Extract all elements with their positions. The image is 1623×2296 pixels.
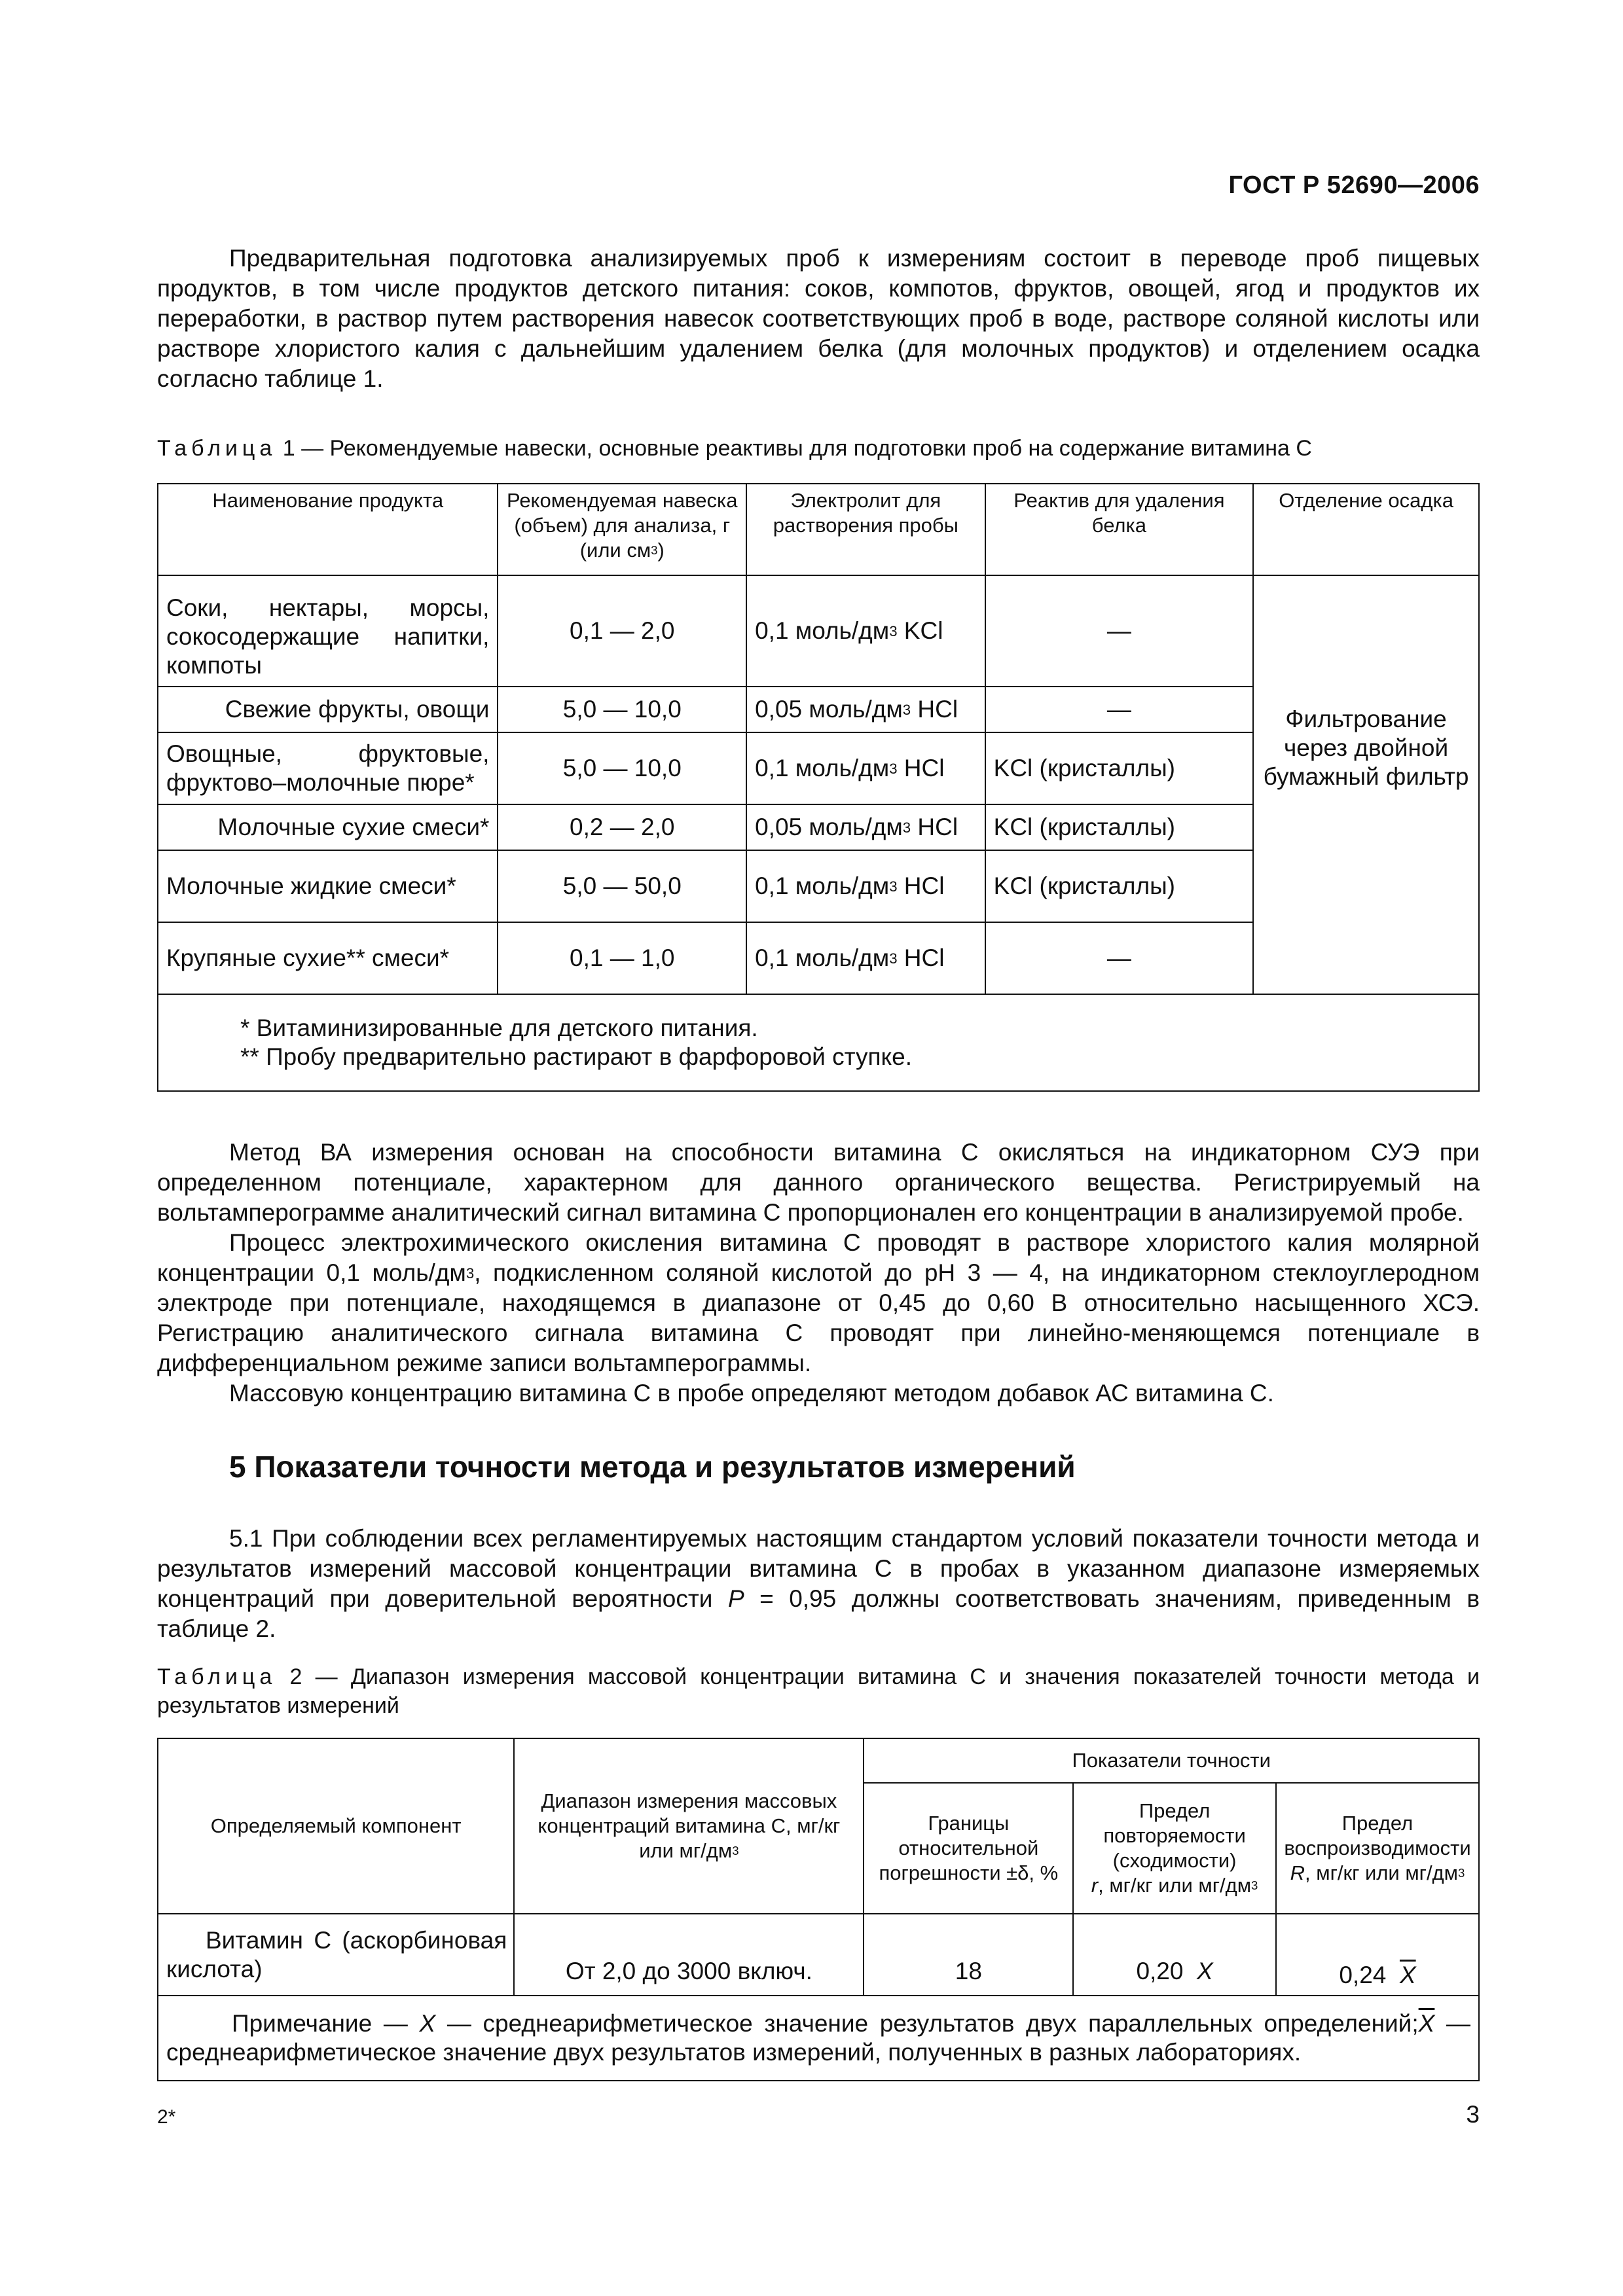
product-cell: Соки, нектары, морсы, сокосодержащие напитки, компоты	[158, 575, 498, 687]
method-paragraph-3: Массовую концентрацию витамина С в пробе определяют методом добавок АС витамина С.	[229, 1380, 1274, 1407]
table2-caption-text: 2 — Диапазон измерения массовой концентрации витамина С и значения показателей точности метода и результатов измерений	[157, 1664, 1480, 1718]
reproducibility-cell: 0,24 $\overline{X}$	[1276, 1914, 1479, 1996]
mass-cell: 5,0 — 10,0	[498, 687, 746, 732]
table1-header-electrolyte: Электролит для растворения пробы	[746, 484, 985, 575]
table-row	[158, 575, 1479, 687]
electrolyte-cell: 0,05 моль/$дм^3$ HCl	[746, 687, 985, 732]
table1-caption-label: Таблица	[157, 436, 277, 461]
range-cell: От 2,0 до 3000 включ.	[514, 1914, 864, 1996]
mass-cell: 0,2 — 2,0	[498, 804, 746, 850]
mass-cell: 0,1 — 2,0	[498, 575, 746, 687]
table2	[157, 1738, 1480, 2081]
mass-cell: 0,1 — 1,0	[498, 922, 746, 994]
reagent-cell: KCl (кристаллы)	[985, 804, 1254, 850]
method-paragraph-1: Метод ВА измерения основан на способности витамина С окисляться на индикаторном СУЭ при определенном потенциале, характерном для данного органического вещества. Регистрируемый на вольтамперограмме аналитический сигнал витамина С пропорционален его концентрации в анализируемой пробе.	[157, 1139, 1480, 1226]
delta-cell: 18	[864, 1914, 1073, 1996]
footer-left-mark: 2*	[157, 2106, 176, 2128]
separation-cell: Фильтрование через двойной бумажный фильтр	[1253, 575, 1479, 994]
table-row	[158, 1914, 1479, 1996]
table2-header-delta: Границы относительной погрешности ±δ, %	[864, 1783, 1073, 1914]
table2-wrapper	[157, 1738, 1480, 2081]
table2-note-text: Примечание — X — среднеарифметическое значение результатов двух параллельных $определений;\overline{X}$ — среднеарифметическое значение двух результатов измерений, полученных в разных лабораториях.	[166, 2010, 1470, 2066]
table1	[157, 483, 1480, 1092]
electrolyte-cell: 0,1 моль/$дм^3$ KCl	[746, 575, 985, 687]
table1-header-mass: Рекомендуемая навеска (объем) для анализа, г (или $см^3$)	[498, 484, 746, 575]
table1-header-product: Наименование продукта	[158, 484, 498, 575]
reagent-cell: —	[985, 575, 1254, 687]
product-cell: Свежие фрукты, овощи	[158, 687, 498, 732]
table1-wrapper	[157, 483, 1480, 1092]
table2-caption-label: Таблица	[157, 1664, 277, 1689]
electrolyte-cell: 0,1 моль/$дм^3$ HCl	[746, 732, 985, 804]
table2-caption	[157, 1662, 1480, 1720]
table1-header-separation: Отделение осадка	[1253, 484, 1479, 575]
product-cell: Овощные, фруктовые, фруктово–молочные пюре*	[158, 732, 498, 804]
electrolyte-cell: 0,1 моль/$дм^3$ HCl	[746, 922, 985, 994]
table2-header-accuracy: Показатели точности	[864, 1738, 1479, 1783]
table1-footnote-2: ** Пробу предварительно растирают в фарфоровой ступке.	[240, 1043, 912, 1070]
product-cell: Молочные сухие смеси*	[158, 804, 498, 850]
electrolyte-cell: 0,05 моль/$дм^3$ HCl	[746, 804, 985, 850]
electrolyte-cell: 0,1 моль/$дм^3$ HCl	[746, 850, 985, 922]
product-cell: Молочные жидкие смеси*	[158, 850, 498, 922]
table2-header-reproducibility: Предел воспроизводимости R, мг/кг или $мг/дм^3$	[1276, 1783, 1479, 1914]
table2-header-repeatability: Предел повторяемости (сходимости) r, мг/кг или $мг/дм^3$	[1073, 1783, 1276, 1914]
table2-note	[158, 1996, 1479, 2081]
table1-header-row	[158, 484, 1479, 575]
reagent-cell: —	[985, 922, 1254, 994]
table1-footnote-1: * Витаминизированные для детского питания.	[240, 1014, 758, 1041]
intro-paragraph: Предварительная подготовка анализируемых проб к измерениям состоит в переводе проб пищевых продуктов, в том числе продуктов детского питания: соков, компотов, фруктов, овощей, ягод и продуктов их переработки, в раствор путем растворения навесок соответствующих проб в воде, растворе соляной кислоты или растворе хлористого калия с дальнейшим удалением белка (для молочных продуктов) и отделением осадка согласно таблице 1.	[157, 245, 1480, 392]
method-description	[157, 1138, 1480, 1408]
reagent-cell: KCl (кристаллы)	[985, 732, 1254, 804]
table2-header-range: Диапазон измерения массовых концентраций витамина С, мг/кг или $мг/дм^3$	[514, 1738, 864, 1914]
repeatability-cell: 0,20 X	[1073, 1914, 1276, 1996]
table1-footnotes-row	[158, 994, 1479, 1091]
table2-header-component: Определяемый компонент	[158, 1738, 514, 1914]
table1-caption	[157, 434, 1480, 463]
table1-caption-text: 1 — Рекомендуемые навески, основные реактивы для подготовки проб на содержание витамина С	[276, 436, 1312, 461]
table1-header-reagent: Реактив для удаления белка	[985, 484, 1254, 575]
method-paragraph-2: Процесс электрохимического окисления витамина С проводят в растворе хлористого калия молярной концентрации 0,1 моль/$дм^3$, подкисленном соляной кислотой до рН 3 — 4, на индикаторном стеклоуглеродном электроде при потенциале, находящемся в диапазоне от 0,45 до 0,60 В относительно насыщенного ХСЭ. Регистрацию аналитического сигнала витамина С проводят при линейно-меняющемся потенциале в дифференциальном режиме записи вольтамперограммы.	[157, 1229, 1480, 1376]
section-5-1-paragraph: 5.1 При соблюдении всех регламентируемых настоящим стандартом условий показатели точности метода и результатов измерений массовой концентрации витамина С в пробах в указанном диапазоне измеряемых концентраций при доверительной вероятности P = 0,95 должны соответствовать значениям, приведенным в таблице 2.	[157, 1525, 1480, 1642]
page-number: 3	[1466, 2101, 1480, 2128]
reagent-cell: KCl (кристаллы)	[985, 850, 1254, 922]
table2-note-row	[158, 1996, 1479, 2081]
section-5-title: 5 Показатели точности метода и результатов измерений	[229, 1450, 1076, 1484]
mass-cell: 5,0 — 50,0	[498, 850, 746, 922]
product-cell: Крупяные сухие** смеси*	[158, 922, 498, 994]
document-header: ГОСТ Р 52690—2006	[1228, 171, 1480, 199]
reagent-cell: —	[985, 687, 1254, 732]
mass-cell: 5,0 — 10,0	[498, 732, 746, 804]
table2-header-row-1	[158, 1738, 1479, 1783]
component-cell: Витамин С (аскорбиновая кислота)	[158, 1914, 514, 1996]
table1-footnotes	[158, 994, 1479, 1091]
